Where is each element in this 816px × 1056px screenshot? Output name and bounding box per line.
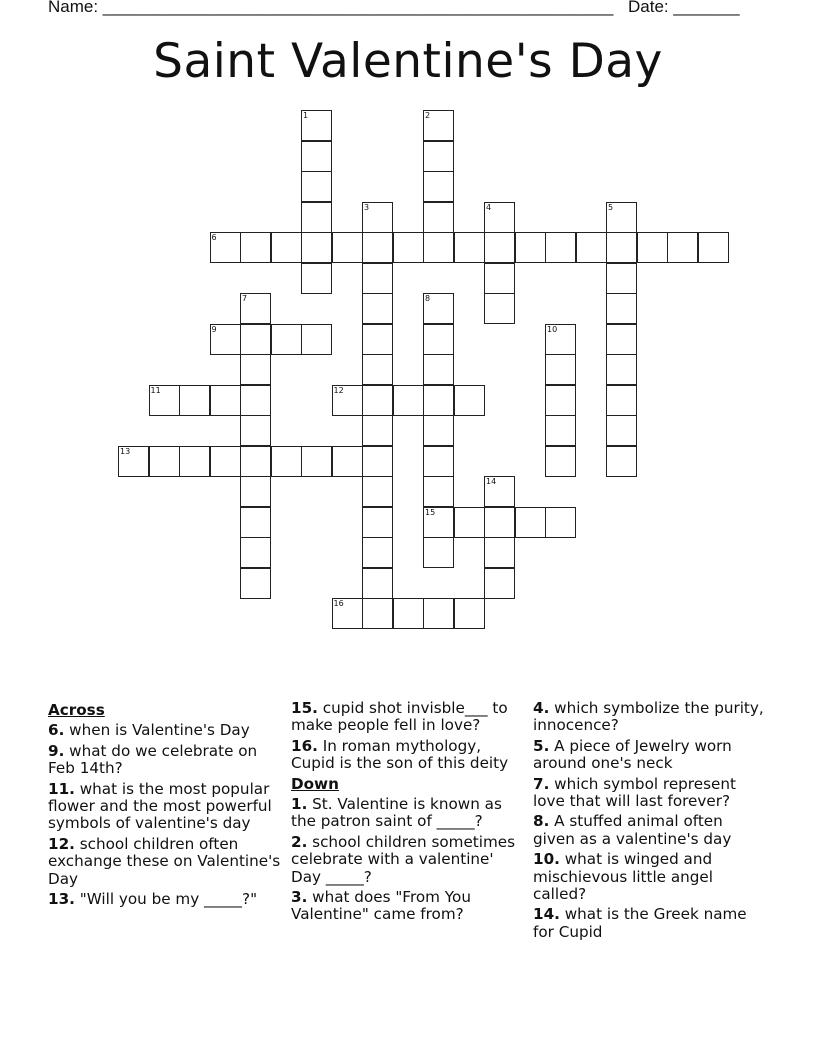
grid-cell[interactable] [271,446,302,477]
grid-cell[interactable] [545,385,576,416]
clue-down-5: 5. A piece of Jewelry worn around one's neck [533,736,732,773]
clue-column-3 [533,700,769,944]
grid-cell[interactable] [240,354,271,385]
grid-cell[interactable] [240,324,271,355]
clue-number: 13 [120,446,131,456]
grid-cell[interactable] [454,507,485,538]
clue-number: 3 [364,202,370,212]
grid-cell[interactable] [423,141,454,172]
grid-cell[interactable] [271,324,302,355]
grid-cell[interactable] [484,476,515,507]
grid-cell[interactable] [545,354,576,385]
clue-number: 2 [425,111,431,120]
grid-cell[interactable] [454,232,485,263]
clue-number: 4 [486,202,492,212]
clue-number: 7 [242,294,248,303]
grid-cell[interactable] [240,446,271,477]
grid-cell[interactable] [240,415,271,446]
clue-across-11: 11. what is the most popular flower and the most powerful symbols of valentine's day [48,779,272,833]
grid-cell[interactable] [362,537,393,568]
grid-cell[interactable] [576,232,607,263]
grid-cell[interactable] [210,385,241,416]
across-heading: Across [48,701,105,719]
clue-down-1: 1. St. Valentine is known as the patron saint of _____? [291,795,502,831]
grid-cell[interactable] [362,263,393,294]
clue-down-14: 14. what is the Greek name for Cupid [533,905,747,941]
grid-cell[interactable] [362,202,393,233]
clue-number: 15 [425,507,436,517]
grid-cell[interactable] [301,141,332,172]
grid-cell[interactable] [667,232,698,263]
clue-number: 1 [303,111,309,120]
grid-cell[interactable] [332,385,363,416]
clue-across-16: 16. In roman mythology, Cupid is the son of this deity [291,736,509,773]
grid-cell[interactable] [118,446,149,477]
grid-cell[interactable] [545,507,576,538]
grid-cell[interactable] [362,354,393,385]
grid-cell[interactable] [423,232,454,263]
grid-cell[interactable] [393,232,424,263]
grid-cell[interactable] [240,537,271,568]
grid-cell[interactable] [606,293,637,324]
clue-down-7: 7. which symbol represent love that will last forever? [533,774,736,811]
grid-cell[interactable] [362,598,393,629]
grid-cell[interactable] [423,354,454,385]
grid-cell[interactable] [210,232,241,263]
grid-cell[interactable] [179,385,210,416]
grid-cell[interactable] [332,232,363,263]
grid-cell[interactable] [362,446,393,477]
grid-cell[interactable] [301,202,332,233]
grid-cell[interactable] [240,293,271,324]
grid-cell[interactable] [545,415,576,446]
grid-cell[interactable] [393,385,424,416]
grid-cell[interactable] [484,537,515,568]
date-field-label: Date: _______ [628,0,740,16]
grid-cell[interactable] [240,507,271,538]
grid-cell[interactable] [606,385,637,416]
clue-down-2: 2. school children sometimes celebrate with a valentine' Day _____? [291,832,516,886]
grid-cell[interactable] [606,202,637,233]
grid-cell[interactable] [484,507,515,538]
clue-across-6: 6. when is Valentine's Day [48,721,250,740]
clue-across-13: 13. "Will you be my _____?" [48,890,258,909]
grid-cell[interactable] [545,446,576,477]
clue-number: 8 [425,294,431,303]
grid-cell[interactable] [301,263,332,294]
grid-cell[interactable] [515,232,546,263]
grid-cell[interactable] [301,324,332,355]
clue-column-2 [291,700,527,927]
grid-cell[interactable] [149,446,180,477]
clue-number: 6 [211,233,217,242]
grid-cell[interactable] [362,385,393,416]
grid-cell[interactable] [301,446,332,477]
grid-cell[interactable] [606,446,637,477]
grid-cell[interactable] [332,598,363,629]
clue-number: 12 [333,385,344,395]
grid-cell[interactable] [301,110,332,141]
name-field-label: Name: ______________________________________________________ [48,0,614,16]
grid-cell[interactable] [484,232,515,263]
grid-cell[interactable] [454,385,485,416]
grid-cell[interactable] [606,354,637,385]
grid-cell[interactable] [362,476,393,507]
grid-cell[interactable] [210,446,241,477]
clue-down-10: 10. what is winged and mischievous little angel called? [533,850,713,904]
grid-cell[interactable] [362,507,393,538]
grid-cell[interactable] [362,232,393,263]
grid-cell[interactable] [545,324,576,355]
clue-column-1 [48,700,284,911]
grid-cell[interactable] [484,568,515,599]
page-title: Saint Valentine's Day [153,34,663,89]
grid-cell[interactable] [606,263,637,294]
grid-cell[interactable] [454,598,485,629]
grid-cell[interactable] [179,446,210,477]
grid-cell[interactable] [423,446,454,477]
clue-down-8: 8. A stuffed animal often given as a valentine's day [533,812,732,848]
grid-cell[interactable] [423,598,454,629]
clue-across-15: 15. cupid shot invisble___ to make people fell in love? [291,699,508,735]
grid-cell[interactable] [423,171,454,202]
grid-cell[interactable] [606,232,637,263]
clue-down-3: 3. what does "From You Valentine" came from? [291,888,471,924]
clue-number: 11 [150,385,161,395]
grid-cell[interactable] [423,385,454,416]
grid-cell[interactable] [240,232,271,263]
grid-cell[interactable] [301,171,332,202]
grid-cell[interactable] [301,232,332,263]
grid-cell[interactable] [545,232,576,263]
grid-cell[interactable] [606,415,637,446]
grid-cell[interactable] [606,324,637,355]
grid-cell[interactable] [423,110,454,141]
grid-cell[interactable] [240,568,271,599]
grid-cell[interactable] [271,232,302,263]
grid-cell[interactable] [423,507,454,538]
clue-across-9: 9. what do we celebrate on Feb 14th? [48,741,258,778]
grid-cell[interactable] [210,324,241,355]
grid-cell[interactable] [362,415,393,446]
clue-number: 14 [486,477,497,486]
grid-cell[interactable] [423,202,454,233]
grid-cell[interactable] [484,293,515,324]
clue-number: 9 [211,324,217,334]
grid-cell[interactable] [484,263,515,294]
grid-cell[interactable] [362,324,393,355]
grid-cell[interactable] [423,415,454,446]
clue-down-4: 4. which symbolize the purity, innocence? [533,699,764,735]
grid-cell[interactable] [423,324,454,355]
down-heading: Down [291,774,339,793]
grid-cell[interactable] [393,598,424,629]
grid-cell[interactable] [149,385,180,416]
grid-cell[interactable] [637,232,668,263]
grid-cell[interactable] [240,385,271,416]
clue-number: 5 [608,202,614,212]
clue-number: 10 [547,324,558,334]
grid-cell[interactable] [484,202,515,233]
grid-cell[interactable] [332,446,363,477]
grid-cell[interactable] [515,507,546,538]
grid-cell[interactable] [362,293,393,324]
clue-number: 16 [333,599,344,608]
grid-cell[interactable] [423,476,454,507]
grid-cell[interactable] [698,232,729,263]
grid-cell[interactable] [423,293,454,324]
grid-cell[interactable] [240,476,271,507]
grid-cell[interactable] [423,537,454,568]
grid-cell[interactable] [362,568,393,599]
clue-across-12: 12. school children often exchange these on Valentine's Day [48,834,281,888]
